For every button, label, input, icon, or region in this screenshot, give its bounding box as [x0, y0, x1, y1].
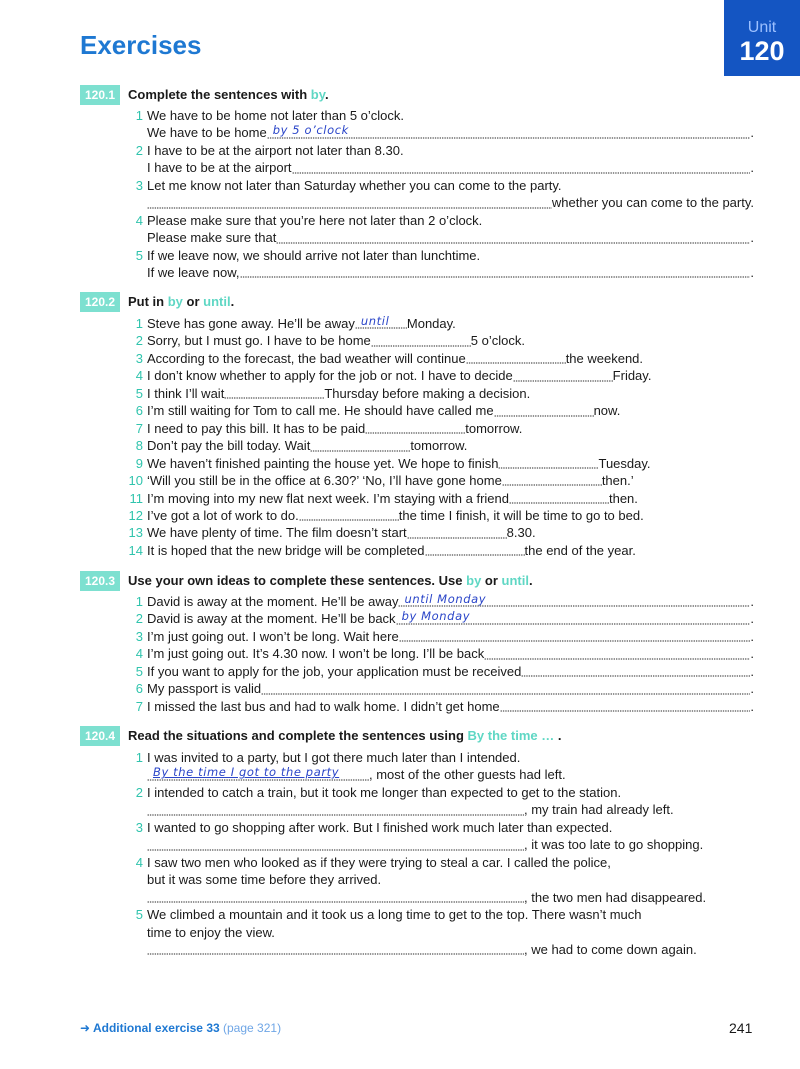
sentence-text: .	[750, 594, 754, 609]
exercise-line	[124, 836, 754, 853]
sentence-text: I’m just going out. It’s 4.30 now. I won’t be long. I’ll be back	[147, 646, 485, 662]
exercise-line	[124, 628, 754, 645]
instruction-text: or	[481, 573, 502, 588]
answer-blank[interactable]	[502, 474, 602, 486]
answer-blank[interactable]	[498, 457, 598, 469]
exercise-line	[124, 350, 754, 367]
sentence-text: David is away at the moment. He’ll be back	[147, 611, 396, 627]
sentence-text: whether you can come to the party.	[551, 195, 754, 211]
additional-exercise-page: (page 321)	[223, 1021, 282, 1035]
exercise-header	[80, 85, 760, 105]
exercise-line	[124, 385, 754, 402]
exercise-line	[124, 264, 754, 281]
exercise-line	[124, 229, 754, 246]
sentence-text: .	[750, 265, 754, 281]
page-number: 241	[729, 1020, 753, 1036]
sentence-text: Please make sure that you’re here not later than 2 o’clock.	[147, 212, 483, 228]
sentence-text: I saw two men who looked as if they were trying to steal a car. I called the police,	[147, 854, 611, 870]
sentence-text: We have plenty of time. The film doesn’t start	[147, 525, 407, 541]
sentence-text: I missed the last bus and had to walk home. I didn’t get home	[147, 698, 500, 714]
sentence-text: I need to pay this bill. It has to be paid	[147, 420, 366, 436]
exercise-instruction	[128, 292, 234, 312]
answer-blank[interactable]	[147, 943, 524, 955]
exercise-line	[124, 941, 754, 958]
sentence-text: Thursday before making a decision.	[324, 385, 531, 401]
instruction-keyword: by	[466, 573, 482, 588]
sentence-text: but it was some time before they arrived.	[147, 872, 382, 888]
answer-blank[interactable]	[147, 804, 524, 816]
sentence-text: tomorrow.	[410, 438, 468, 454]
item-number: 14	[128, 542, 143, 558]
exercise-line	[124, 455, 754, 472]
answer-blank[interactable]	[407, 527, 507, 539]
exercise-number-badge: 120.1	[80, 85, 120, 105]
exercise-line	[124, 524, 754, 541]
exercise-header	[80, 292, 760, 312]
answer-blank[interactable]	[310, 440, 410, 452]
exercise-number-badge: 120.4	[80, 726, 120, 746]
exercise-line	[124, 437, 754, 454]
answer-blank[interactable]	[147, 891, 524, 903]
handwritten-answer: By the time I got to the party	[153, 765, 340, 780]
sentence-text: I think I’ll wait	[147, 385, 225, 401]
page-title: Exercises	[80, 30, 202, 60]
handwritten-answer: until Monday	[404, 591, 487, 606]
sentence-text: .	[750, 611, 754, 627]
exercise-number-badge: 120.2	[80, 292, 120, 312]
sentence-text: .	[750, 681, 754, 697]
sentence-text: Monday.	[406, 316, 456, 331]
sentence-text: I have to be at the airport	[147, 160, 292, 176]
exercise-instruction	[128, 726, 561, 746]
sentence-text: I don’t know whether to apply for the job or not. I have to decide	[147, 368, 513, 384]
item-number: 12	[128, 507, 143, 523]
sentence-text: then.	[608, 490, 638, 506]
sentence-text: .	[750, 646, 754, 662]
item-number: 2	[135, 611, 143, 627]
exercise-line	[124, 107, 754, 124]
sentence-text: It is hoped that the new bridge will be completed	[147, 542, 425, 558]
answer-blank[interactable]	[147, 197, 552, 209]
exercise-line	[124, 507, 754, 524]
exercise-instruction	[128, 85, 329, 105]
item-number: 1	[135, 594, 143, 609]
sentence-text: We have to be home not later than 5 o’clock.	[147, 108, 405, 123]
sentence-text: We have to be home	[147, 125, 267, 141]
item-number: 13	[128, 525, 143, 541]
sentence-text: Tuesday.	[598, 455, 651, 471]
answer-blank[interactable]	[261, 683, 750, 695]
additional-exercise-label: ➜ Additional exercise 33	[80, 1021, 220, 1035]
item-number: 1	[135, 108, 143, 123]
exercise-line	[124, 610, 754, 627]
answer-blank[interactable]	[398, 591, 750, 607]
sentence-text: then.’	[601, 473, 634, 489]
exercise-line	[124, 889, 754, 906]
item-number: 3	[135, 819, 143, 835]
sentence-text: I wanted to go shopping after work. But I finished work much later than expected.	[147, 819, 613, 835]
sentence-text: now.	[593, 403, 621, 419]
sentence-text: , we had to come down again.	[524, 941, 697, 957]
sentence-text: Steve has gone away. He’ll be away	[147, 316, 355, 331]
sentence-text: I’m still waiting for Tom to call me. He should have called me	[147, 403, 494, 419]
answer-blank[interactable]	[484, 648, 750, 660]
answer-blank[interactable]	[371, 335, 471, 347]
answer-blank[interactable]	[399, 630, 751, 642]
item-number: 1	[135, 750, 143, 765]
exercise-line	[124, 871, 754, 888]
exercise-line	[124, 766, 754, 783]
sentence-text: We haven’t finished painting the house yet. We hope to finish	[147, 455, 499, 471]
handwritten-answer: by 5 o’clock	[272, 123, 349, 138]
additional-exercise-link[interactable]	[80, 1021, 281, 1035]
item-number: 5	[135, 663, 143, 679]
answer-blank[interactable]	[500, 700, 751, 712]
exercise-line	[124, 315, 754, 332]
answer-blank[interactable]	[466, 352, 566, 364]
sentence-text: Please make sure that	[147, 230, 277, 246]
sentence-text: 5 o’clock.	[470, 333, 525, 349]
item-number: 4	[135, 646, 143, 662]
answer-blank[interactable]	[267, 123, 751, 139]
answer-blank[interactable]	[240, 266, 751, 278]
instruction-text: .	[230, 294, 235, 309]
sentence-text: 8.30.	[506, 525, 536, 541]
answer-blank[interactable]	[425, 544, 525, 556]
exercise-number-badge: 120.3	[80, 571, 120, 591]
exercise-header	[80, 571, 760, 591]
exercise-line	[124, 472, 754, 489]
answer-blank[interactable]	[509, 492, 609, 504]
exercise-line	[124, 906, 754, 923]
sentence-text: Friday.	[612, 368, 652, 384]
item-number: 1	[135, 316, 143, 331]
sentence-text: David is away at the moment. He’ll be away	[147, 594, 399, 609]
answer-blank[interactable]	[355, 313, 407, 329]
answer-blank[interactable]	[276, 232, 750, 244]
item-number: 3	[135, 177, 143, 193]
item-number: 4	[135, 368, 143, 384]
sentence-text: .	[750, 663, 754, 679]
answer-blank[interactable]	[513, 370, 613, 382]
exercise-line	[124, 402, 754, 419]
unit-label: Unit	[747, 19, 777, 36]
exercise-line	[124, 367, 754, 384]
instruction-text: Use your own ideas to complete these sentences. Use	[128, 573, 467, 588]
item-number: 6	[135, 403, 143, 419]
answer-blank[interactable]	[292, 162, 751, 174]
item-number: 2	[135, 333, 143, 349]
sentence-text: .	[750, 628, 754, 644]
sentence-text: ‘Will you still be in the office at 6.30?’ ‘No, I’ll have gone home	[147, 473, 502, 489]
answer-blank[interactable]	[147, 765, 369, 781]
item-number: 4	[135, 854, 143, 870]
sentence-text: Don’t pay the bill today. Wait	[147, 438, 311, 454]
instruction-text: .	[324, 87, 329, 102]
instruction-keyword: by	[310, 87, 325, 102]
answer-blank[interactable]	[494, 405, 594, 417]
instruction-keyword: by	[167, 294, 183, 309]
exercise-instruction	[128, 571, 533, 591]
item-number: 2	[135, 142, 143, 158]
sentence-text: .	[750, 160, 754, 176]
sentence-text: My passport is valid	[147, 681, 262, 697]
exercise-header	[80, 726, 760, 746]
answer-blank[interactable]	[147, 839, 524, 851]
exercise-line	[124, 924, 754, 941]
sentence-text: Sorry, but I must go. I have to be home	[147, 333, 371, 349]
sentence-text: .	[750, 230, 754, 246]
exercise-line	[124, 784, 754, 801]
answer-blank[interactable]	[396, 609, 751, 625]
item-number: 8	[135, 438, 143, 454]
answer-blank[interactable]	[365, 422, 465, 434]
unit-number: 120	[739, 36, 785, 66]
item-number: 4	[135, 212, 143, 228]
sentence-text: According to the forecast, the bad weather will continue	[147, 350, 466, 366]
sentence-text: I have to be at the airport not later than 8.30.	[147, 142, 404, 158]
sentence-text: , the two men had disappeared.	[524, 889, 707, 905]
instruction-text: Read the situations and complete the sentences using	[128, 728, 468, 743]
exercise-line	[124, 194, 754, 211]
item-number: 2	[135, 784, 143, 800]
sentence-text: , my train had already left.	[524, 802, 674, 818]
item-number: 5	[135, 907, 143, 923]
sentence-text: I’m moving into my new flat next week. I’m staying with a friend	[147, 490, 509, 506]
sentence-text: , it was too late to go shopping.	[524, 837, 704, 853]
sentence-text: I was invited to a party, but I got there much later than I intended.	[147, 750, 521, 765]
item-number: 3	[135, 628, 143, 644]
exercise-line	[124, 124, 754, 141]
exercise-line	[124, 698, 754, 715]
sentence-text: If we leave now, we should arrive not later than lunchtime.	[147, 247, 481, 263]
sentence-text: I intended to catch a train, but it took me longer than expected to get to the station.	[147, 784, 622, 800]
sentence-text: If you want to apply for the job, your application must be received	[147, 663, 522, 679]
item-number: 3	[135, 350, 143, 366]
exercise-line	[124, 801, 754, 818]
exercise-line	[124, 542, 754, 559]
handwritten-answer: by Monday	[401, 609, 471, 624]
exercise-line	[124, 159, 754, 176]
handwritten-answer: until	[360, 313, 390, 328]
exercise-line	[124, 490, 754, 507]
instruction-keyword: until	[203, 294, 231, 309]
answer-blank[interactable]	[224, 387, 324, 399]
sentence-text: the end of the year.	[524, 542, 636, 558]
instruction-keyword: By the time …	[467, 728, 555, 743]
exercise-line	[124, 854, 754, 871]
sentence-text: tomorrow.	[465, 420, 523, 436]
exercise-line	[124, 332, 754, 349]
exercise-line	[124, 645, 754, 662]
exercise-line	[124, 420, 754, 437]
item-number: 7	[135, 698, 143, 714]
exercise-line	[124, 212, 754, 229]
instruction-text: Put in	[128, 294, 168, 309]
sentence-text: , most of the other guests had left.	[369, 767, 566, 783]
sentence-text: the time I finish, it will be time to go to bed.	[398, 507, 644, 523]
item-number: 11	[129, 490, 143, 506]
item-number: 7	[135, 420, 143, 436]
exercise-line	[124, 663, 754, 680]
sentence-text: We climbed a mountain and it took us a long time to get to the top. There wasn’t much	[147, 907, 642, 923]
sentence-text: .	[750, 125, 754, 141]
sentence-text: the weekend.	[565, 350, 644, 366]
instruction-text: .	[528, 573, 533, 588]
sentence-text: Let me know not later than Saturday whether you can come to the party.	[147, 177, 562, 193]
sentence-text: I’m just going out. I won’t be long. Wait here	[147, 628, 399, 644]
answer-blank[interactable]	[521, 665, 750, 677]
item-number: 5	[135, 385, 143, 401]
exercise-line	[124, 247, 754, 264]
item-number: 9	[135, 455, 143, 471]
instruction-text: .	[554, 728, 562, 743]
instruction-text: Complete the sentences with	[128, 87, 311, 102]
exercise-line	[124, 177, 754, 194]
sentence-text: .	[750, 698, 754, 714]
exercise-line	[124, 142, 754, 159]
unit-badge	[724, 0, 800, 76]
item-number: 10	[128, 473, 143, 489]
exercise-line	[124, 819, 754, 836]
answer-blank[interactable]	[299, 509, 399, 521]
item-number: 5	[135, 247, 143, 263]
item-number: 6	[135, 681, 143, 697]
sentence-text: If we leave now,	[147, 265, 240, 281]
sentence-text: I’ve got a lot of work to do.	[147, 507, 299, 523]
sentence-text: time to enjoy the view.	[147, 924, 275, 940]
instruction-text: or	[182, 294, 204, 309]
exercise-line	[124, 680, 754, 697]
instruction-keyword: until	[501, 573, 529, 588]
